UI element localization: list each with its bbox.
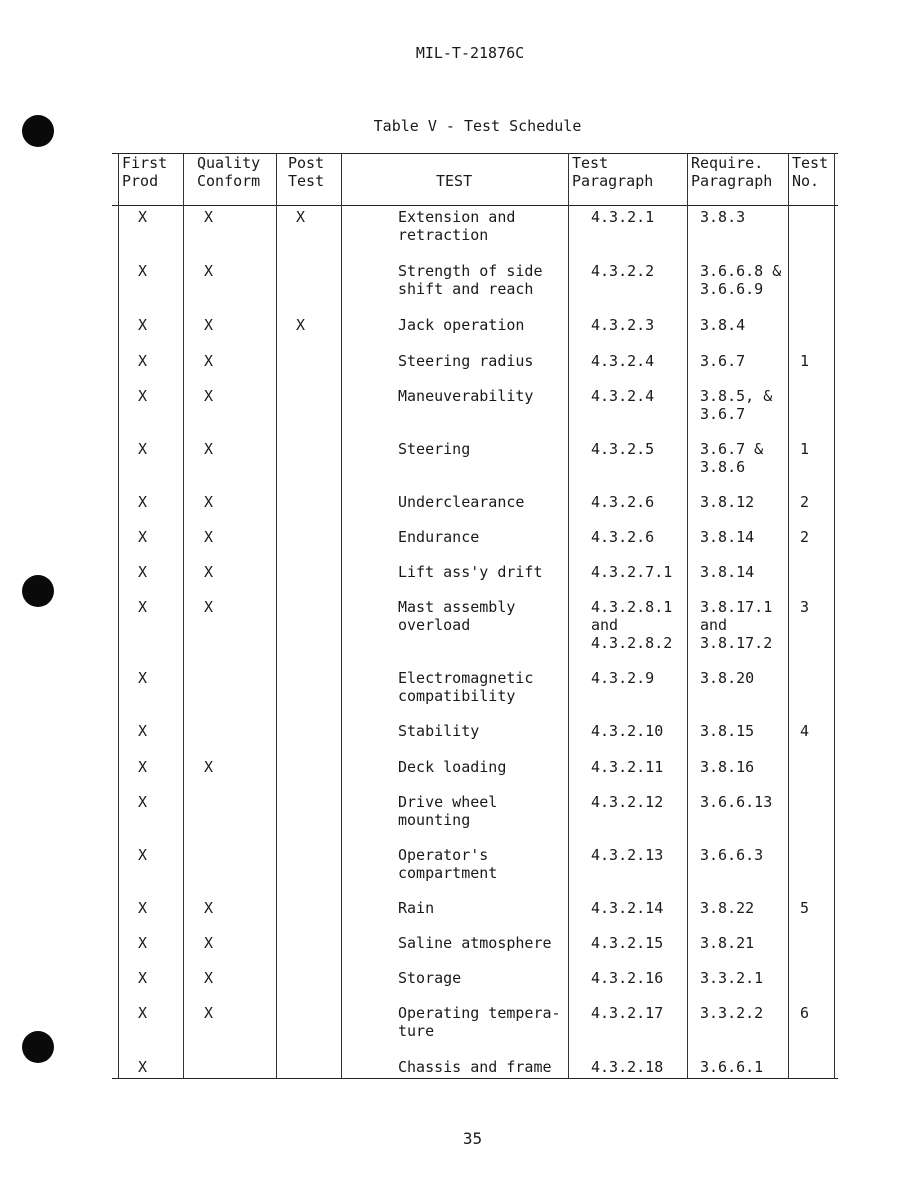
cell-quality-conform: X xyxy=(204,316,214,334)
cell-test: Jack operation xyxy=(398,316,525,334)
cell-test: Chassis and frame xyxy=(398,1058,552,1076)
cell-first-prod: X xyxy=(138,1058,148,1076)
cell-test-no: 1 xyxy=(800,440,810,458)
cell-post-test: X xyxy=(296,316,306,334)
page-number: 35 xyxy=(462,1129,483,1148)
cell-test: Operating tempera- ture xyxy=(398,1004,561,1040)
cell-test-paragraph: 4.3.2.11 xyxy=(591,758,664,776)
cell-first-prod: X xyxy=(138,493,148,511)
cell-test: Rain xyxy=(398,899,435,917)
cell-require-paragraph: 3.6.7 & 3.8.6 xyxy=(700,440,764,476)
cell-test-paragraph: 4.3.2.12 xyxy=(591,793,664,811)
header-first-prod: First Prod xyxy=(122,154,168,190)
cell-require-paragraph: 3.6.6.13 xyxy=(700,793,773,811)
cell-require-paragraph: 3.8.21 xyxy=(700,934,755,952)
header-require-paragraph: Require. Paragraph xyxy=(691,154,773,190)
cell-test: Stability xyxy=(398,722,480,740)
cell-test-paragraph: 4.3.2.7.1 xyxy=(591,563,673,581)
cell-test: Deck loading xyxy=(398,758,507,776)
cell-first-prod: X xyxy=(138,934,148,952)
cell-test-paragraph: 4.3.2.16 xyxy=(591,969,664,987)
cell-test: Storage xyxy=(398,969,462,987)
cell-first-prod: X xyxy=(138,208,148,226)
cell-require-paragraph: 3.8.14 xyxy=(700,563,755,581)
cell-first-prod: X xyxy=(138,387,148,405)
cell-first-prod: X xyxy=(138,316,148,334)
cell-require-paragraph: 3.8.3 xyxy=(700,208,746,226)
cell-quality-conform: X xyxy=(204,563,214,581)
cell-test: Maneuverability xyxy=(398,387,534,405)
cell-test-paragraph: 4.3.2.3 xyxy=(591,316,655,334)
header-test: TEST xyxy=(436,172,473,190)
cell-test-paragraph: 4.3.2.6 xyxy=(591,528,655,546)
cell-test-no: 4 xyxy=(800,722,810,740)
cell-require-paragraph: 3.8.4 xyxy=(700,316,746,334)
column-rule xyxy=(183,153,184,1079)
cell-test: Steering xyxy=(398,440,471,458)
cell-require-paragraph: 3.8.15 xyxy=(700,722,755,740)
cell-first-prod: X xyxy=(138,563,148,581)
cell-test-paragraph: 4.3.2.4 xyxy=(591,387,655,405)
cell-require-paragraph: 3.6.7 xyxy=(700,352,746,370)
cell-test-paragraph: 4.3.2.17 xyxy=(591,1004,664,1022)
cell-first-prod: X xyxy=(138,846,148,864)
cell-first-prod: X xyxy=(138,598,148,616)
column-rule xyxy=(834,153,835,1079)
cell-test-no: 1 xyxy=(800,352,810,370)
cell-test: Saline atmosphere xyxy=(398,934,552,952)
cell-test: Strength of side shift and reach xyxy=(398,262,543,298)
cell-first-prod: X xyxy=(138,440,148,458)
column-rule xyxy=(568,153,569,1079)
header-test-paragraph: Test Paragraph xyxy=(572,154,654,190)
cell-quality-conform: X xyxy=(204,1004,214,1022)
cell-quality-conform: X xyxy=(204,493,214,511)
cell-require-paragraph: 3.8.20 xyxy=(700,669,755,687)
cell-first-prod: X xyxy=(138,528,148,546)
cell-require-paragraph: 3.8.17.1 and 3.8.17.2 xyxy=(700,598,773,652)
cell-quality-conform: X xyxy=(204,262,214,280)
cell-quality-conform: X xyxy=(204,899,214,917)
cell-require-paragraph: 3.8.5, & 3.6.7 xyxy=(700,387,773,423)
cell-first-prod: X xyxy=(138,669,148,687)
cell-first-prod: X xyxy=(138,793,148,811)
cell-post-test: X xyxy=(296,208,306,226)
cell-test: Mast assembly overload xyxy=(398,598,516,634)
cell-first-prod: X xyxy=(138,899,148,917)
cell-quality-conform: X xyxy=(204,208,214,226)
cell-test-paragraph: 4.3.2.14 xyxy=(591,899,664,917)
cell-first-prod: X xyxy=(138,352,148,370)
cell-test-no: 5 xyxy=(800,899,810,917)
cell-require-paragraph: 3.6.6.3 xyxy=(700,846,764,864)
cell-test-paragraph: 4.3.2.9 xyxy=(591,669,655,687)
cell-test: Underclearance xyxy=(398,493,525,511)
cell-test-no: 2 xyxy=(800,528,810,546)
cell-require-paragraph: 3.8.14 xyxy=(700,528,755,546)
cell-test: Drive wheel mounting xyxy=(398,793,498,829)
column-rule xyxy=(276,153,277,1079)
cell-test-paragraph: 4.3.2.13 xyxy=(591,846,664,864)
cell-test: Extension and retraction xyxy=(398,208,516,244)
cell-quality-conform: X xyxy=(204,352,214,370)
cell-first-prod: X xyxy=(138,262,148,280)
cell-test-no: 2 xyxy=(800,493,810,511)
cell-test-paragraph: 4.3.2.8.1 and 4.3.2.8.2 xyxy=(591,598,673,652)
cell-test: Operator's compartment xyxy=(398,846,498,882)
column-rule xyxy=(341,153,342,1079)
cell-quality-conform: X xyxy=(204,528,214,546)
column-rule xyxy=(118,153,119,1079)
cell-test-paragraph: 4.3.2.10 xyxy=(591,722,664,740)
document-id: MIL-T-21876C xyxy=(415,44,525,62)
cell-test-paragraph: 4.3.2.4 xyxy=(591,352,655,370)
binder-hole-middle xyxy=(22,575,54,607)
cell-quality-conform: X xyxy=(204,440,214,458)
header-test-no: Test No. xyxy=(792,154,829,190)
header-bottom-rule xyxy=(112,205,838,206)
header-quality-conform: Quality Conform xyxy=(197,154,261,190)
cell-test: Steering radius xyxy=(398,352,534,370)
cell-require-paragraph: 3.6.6.8 & 3.6.6.9 xyxy=(700,262,782,298)
cell-test-no: 6 xyxy=(800,1004,810,1022)
cell-test: Endurance xyxy=(398,528,480,546)
cell-test: Electromagnetic compatibility xyxy=(398,669,534,705)
cell-require-paragraph: 3.8.22 xyxy=(700,899,755,917)
test-schedule-table xyxy=(112,153,838,1079)
binder-hole-bottom xyxy=(22,1031,54,1063)
cell-quality-conform: X xyxy=(204,969,214,987)
cell-test-paragraph: 4.3.2.6 xyxy=(591,493,655,511)
cell-require-paragraph: 3.3.2.1 xyxy=(700,969,764,987)
cell-first-prod: X xyxy=(138,1004,148,1022)
cell-first-prod: X xyxy=(138,969,148,987)
cell-quality-conform: X xyxy=(204,387,214,405)
cell-test-paragraph: 4.3.2.18 xyxy=(591,1058,664,1076)
cell-test-paragraph: 4.3.2.15 xyxy=(591,934,664,952)
cell-test-paragraph: 4.3.2.5 xyxy=(591,440,655,458)
cell-first-prod: X xyxy=(138,722,148,740)
header-post-test: Post Test xyxy=(288,154,325,190)
cell-test-paragraph: 4.3.2.2 xyxy=(591,262,655,280)
cell-first-prod: X xyxy=(138,758,148,776)
cell-test-no: 3 xyxy=(800,598,810,616)
cell-quality-conform: X xyxy=(204,934,214,952)
cell-quality-conform: X xyxy=(204,598,214,616)
table-title: Table V - Test Schedule xyxy=(373,117,582,135)
cell-test-paragraph: 4.3.2.1 xyxy=(591,208,655,226)
cell-test: Lift ass'y drift xyxy=(398,563,543,581)
cell-require-paragraph: 3.6.6.1 xyxy=(700,1058,764,1076)
cell-require-paragraph: 3.8.16 xyxy=(700,758,755,776)
table-bottom-rule xyxy=(112,1078,838,1079)
cell-require-paragraph: 3.8.12 xyxy=(700,493,755,511)
cell-require-paragraph: 3.3.2.2 xyxy=(700,1004,764,1022)
cell-quality-conform: X xyxy=(204,758,214,776)
